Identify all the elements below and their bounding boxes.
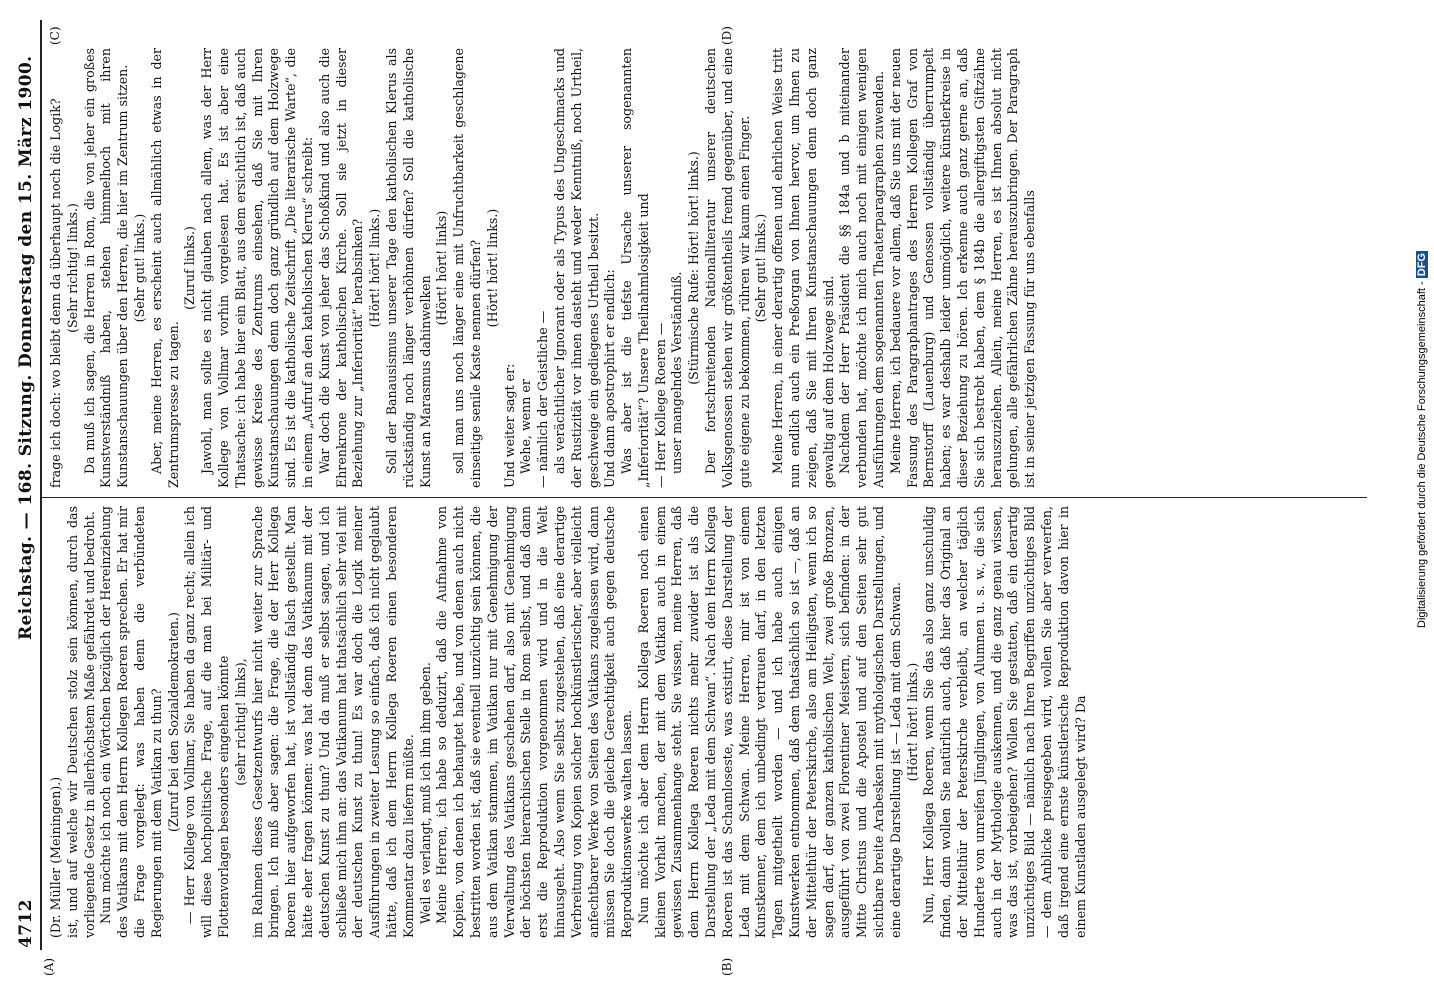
right-column-paragraph: — nämlich der Geistliche — bbox=[535, 310, 551, 488]
column-divider bbox=[42, 497, 1367, 498]
left-text-column bbox=[48, 506, 1368, 938]
right-column-paragraph: Soll der Banausismus unserer Tage den katholischen Klerus als rückständig noch länger verhöhnen dürfen? Soll die katholische Kunst an Marasmus dahinwelken bbox=[383, 48, 433, 488]
right-column-paragraph: Meine Herren, ich bedauere vor allem, daß Sie uns mit der neuen Fassung des Paragraphantrages des Herren Kollegen Graf von Bernstorff (Lauenburg) und Genossen vollständig überrumpelt haben; es war deshalb leider unmöglich, weitere künstlerkreise in dieser Beziehung zu hören. Ich erkenne auch ganz gerne an, daß Sie sich bestrebt haben, dem § 184b die allergiftigsten Giftzähne herauszuziehen. Allein, meine Herren, es ist Ihnen absolut nicht gelungen, alle gefährlichen Zähne herauszubringen. Der Paragraph ist in seiner jetzigen Fassung für uns ebenfalls bbox=[887, 48, 1038, 488]
left-column-paragraph: Nun, Herr Kollega Roeren, wenn Sie das also ganz unschuldig finden, dann wollen Sie natürlich auch, daß hier das Original an der Mittelthür der Peterskirche verbleibt, an welcher täglich Hunderte von unreifen Jünglingen, von Alumnen u. s. w., die sich auch in der Mythologie auskennen, und die ganz genau wissen, was das ist, vorbeigehen? Wollen Sie gestatten, daß ein derartig unzüchtiges Bild — nämlich nach Ihren Begriffen unzüchtiges Bild — dem Anblicke preisgegeben wird, wollen Sie aber verwerfen, daß irgend eine ernste künstlerische Reproduktion davon hier in einem Kunstladen ausgelegt wird? Da bbox=[921, 506, 1088, 938]
right-column-paragraph: Wehe, wenn er bbox=[518, 379, 534, 474]
right-column-paragraph: Nachdem der Herr Präsident die §§ 184a und b miteinander verbunden hat, möchte ich mich auch noch mit einigen wenigen Ausführungen dem sogenannten Theaterparagraphen zuwenden. bbox=[837, 48, 887, 488]
left-column-paragraph: im Rahmen dieses Gesetzentwurfs hier nicht weiter zur Sprache bringen. Ich muß aber sagen: die Frage, die der Herr Kollega Roeren hier aufgeworfen hat, ist vollständig falsch gestellt. Man hätte eher fragen können: was hat denn das Vatikanum mit der deutschen Kunst zu thun? Und da muß er selbst sagen, und ich schließe mich ihm an: das Vatikanum hat thatsächlich sehr viel mit der deutschen Kunst zu thun! Es war doch die Logik meiner Ausführungen in zweiter Lesung so einfach, daß ich nicht geglaubt hätte, daß ich dem Herrn Kollega Roeren einen besonderen Kommentar dazu liefern müßte. bbox=[249, 506, 416, 938]
right-column-paragraph: Was aber ist die tiefste Ursache unserer sogenannten „Inferiorität“? Unsere Theilnahmlosigkeit und bbox=[619, 48, 651, 488]
credit-text: Digitalisierung gefördert durch die Deutsche Forschungsgemeinschaft - bbox=[1416, 281, 1428, 628]
right-column-paragraph: (Hört! hört! links.) bbox=[484, 208, 500, 328]
page-header-title: Reichstag. — 168. Sitzung. Donnerstag den 15. März 1900. bbox=[16, 55, 36, 640]
right-column-paragraph: Meine Herren, in einer derartig offenen und ehrlichen Weise tritt nun endlich auch ein Preßorgan von Ihnen hervor, um Ihnen zu zeigen, daß Sie mit Ihren Kunstanschauungen denn doch ganz gewaltig auf dem Holzwege sind. bbox=[770, 48, 836, 488]
left-column-paragraph: Weil es verlangt, muß ich ihn ihm geben. bbox=[417, 662, 433, 924]
right-column-paragraph: Der fortschreitenden Nationalliteratur unserer deutschen Volksgenossen stehen wir größtentheils fremd gegenüber, und eine gute eigene zu bekommen, rühren wir kaum einen Finger. bbox=[703, 48, 752, 488]
right-column-paragraph: (Sehr richtig! links.) bbox=[64, 203, 80, 333]
right-column-paragraph: Da muß ich sagen, die Herren in Rom, die von jeher ein großes Kunstverständniß haben, stehen himmelhoch mit ihren Kunstanschauungen über den Herren, die hier im Zentrum sitzen. bbox=[81, 48, 131, 488]
left-column-paragraph: (Zuruf bei den Sozialdemokraten.) bbox=[165, 612, 181, 832]
right-column-paragraph: als verächtlicher Ignorant oder als Typus des Ungeschmacks und der Rustizität vor ihnen dasteht und weder Kenntniß, noch Urtheil, geschweige ein gediegenes Urtheil besitzt. bbox=[551, 48, 601, 488]
right-column-paragraph: (Stürmische Rufe: Hört! hört! links.) bbox=[686, 151, 702, 385]
right-column-paragraph: soll man uns noch länger eine mit Unfruchtbarkeit geschlagene einseitige senile Kaste nennen dürfen? bbox=[451, 48, 483, 488]
right-column-paragraph: frage ich doch: wo bleibt denn da überhaupt noch die Logik? bbox=[48, 98, 63, 488]
right-column-paragraph: Und dann apostrophirt er endlich: bbox=[602, 269, 618, 488]
left-column-paragraph: (Hört! hört! links.) bbox=[904, 662, 920, 782]
right-column-paragraph: — Herr Kollege Roeren — bbox=[652, 322, 668, 488]
right-column-paragraph: (Sehr gut! links.) bbox=[753, 213, 769, 323]
right-column-paragraph: Aber, meine Herren, es erscheint auch allmählich etwas in der Zentrumspresse zu tagen. bbox=[148, 48, 181, 488]
left-column-paragraph: Meine Herren, ich habe so deduzirt, daß die Aufnahme von Kopien, von denen ich behauptet habe, und von denen auch nicht bestritten worden ist, daß sie eventuell unzüchtig sein können, die aus dem Vatikan stammen, im Vatikan nur mit Genehmigung der Verwaltung des Vatikans geschehen darf, also mit Genehmigung der höchsten hierarchischen Stelle in Rom selbst, und daß dann erst die Reproduktion vorgenommen wird und in die Welt hinausgeht. Also wenn Sie selbst zugestehen, daß eine derartige Verbreitung von Kopien solcher hochkünstlerischer, aber vielleicht anfechtbarer Werke von Seiten des Vatikans zugelassen wird, dann müssen Sie doch die gleiche Gerechtigkeit auch gegen deutsche Reproduktionswerke walten lassen. bbox=[434, 506, 635, 938]
header-rule bbox=[40, 20, 42, 950]
margin-mark-a: (A) bbox=[42, 957, 56, 976]
left-column-paragraph: Nun möchte ich noch ein Wörtchen bezüglich der Hereinziehung des Vatikans mit dem Herrn Kollegen Roeren sprechen. Er hat mir die Frage vorgelegt: was haben denn die verbündeten Regierungen mit dem Vatikan zu thun? bbox=[98, 506, 164, 938]
right-text-column bbox=[48, 48, 1368, 488]
left-column-paragraph: ist, und auf welche wir Deutschen stolz sein können, durch das vorliegende Gesetz in allerhöchstem Maße gefährdet und bedroht. bbox=[64, 506, 97, 938]
left-column-paragraph: (sehr richtig! links), bbox=[232, 658, 248, 786]
right-column-paragraph: Jawohl, man sollte es nicht glauben nach allem, was der Herr Kollege von Vollmar vorhin vorgelesen hat. Es ist aber eine Thatsache: ich habe hier ein Blatt, aus dem ersichtlich ist, daß auch gewisse Kreise des Zentrums einsehen, daß Sie mit Ihren Kunstanschauungen denn doch ganz gründlich auf dem Holzwege sind. Es ist die katholische Zeitschrift „Die literarische Warte“, die in einem „Aufruf an den katholischen Klerus“ schreibt: bbox=[199, 48, 315, 488]
margin-mark-c: (C) bbox=[48, 26, 62, 45]
margin-mark-b: (B) bbox=[720, 957, 734, 976]
left-column-paragraph: (Dr. Müller (Meiningen).) bbox=[48, 776, 63, 938]
right-column-paragraph: unser mangelndes Verständniß. bbox=[669, 271, 685, 474]
right-column-paragraph: (Hört! hört! links.) bbox=[367, 208, 383, 328]
right-column-paragraph: (Hört! hört! links) bbox=[434, 210, 450, 326]
right-column-paragraph: War doch die Kunst von jeher das Schoßkind und also auch die Ehrenkrone der katholischen Kirche. Soll sie jetzt in dieser Beziehung zur „Inferiorität“ herabsinken? bbox=[316, 48, 366, 488]
left-column-paragraph: Nun möchte ich aber dem Herrn Kollega Roeren noch einen kleinen Vorhalt machen, der mit dem Vatikan auch in einem gewissen Zusammenhange steht. Sie wissen, meine Herren, daß dem Herrn Kollega Roeren nichts mehr zuwider ist als die Darstellung der „Leda mit dem Schwan“. Nach dem Herrn Kollega Roeren ist das Schamloseste, was existirt, diese Darstellung der Leda mit dem Schwan. Meine Herren, mir ist von einem Kunstkenner, dem ich unbedingt vertrauen darf, in den letzten Tagen mitgetheilt worden — und ich habe auch einigen Kunstwerken entnommen, daß dem thatsächlich so ist —, daß an der Mittelthür der Peterskirche, also am Heiligsten, wenn ich so sagen darf, der ganzen katholischen Welt, zwei große Bronzen, ausgeführt von zwei Florentiner Meistern, sich befinden: in der Mitte Christus und die Apostel und auf den Seiten sehr gut sichtbare breite Arabesken mit mythologischen Darstellungen, und eine derartige Darstellung ist — Leda mit dem Schwan. bbox=[635, 506, 903, 938]
left-column-paragraph: — Herr Kollege von Vollmar, Sie haben da ganz recht; allein ich will diese hochpolitische Frage, auf die man bei Militär- und Flottenvorlagen besonders eingehen könnte bbox=[182, 506, 231, 938]
page-number: 4712 bbox=[16, 899, 36, 948]
dfg-logo: DFG bbox=[1416, 253, 1428, 277]
right-column-paragraph: (Zuruf links.) bbox=[182, 226, 198, 310]
right-column-paragraph: Und weiter sagt er: bbox=[501, 363, 517, 488]
dfg-credit bbox=[1416, 251, 1428, 628]
margin-mark-d: (D) bbox=[720, 26, 734, 45]
right-column-paragraph: (Sehr gut! links.) bbox=[131, 213, 147, 323]
